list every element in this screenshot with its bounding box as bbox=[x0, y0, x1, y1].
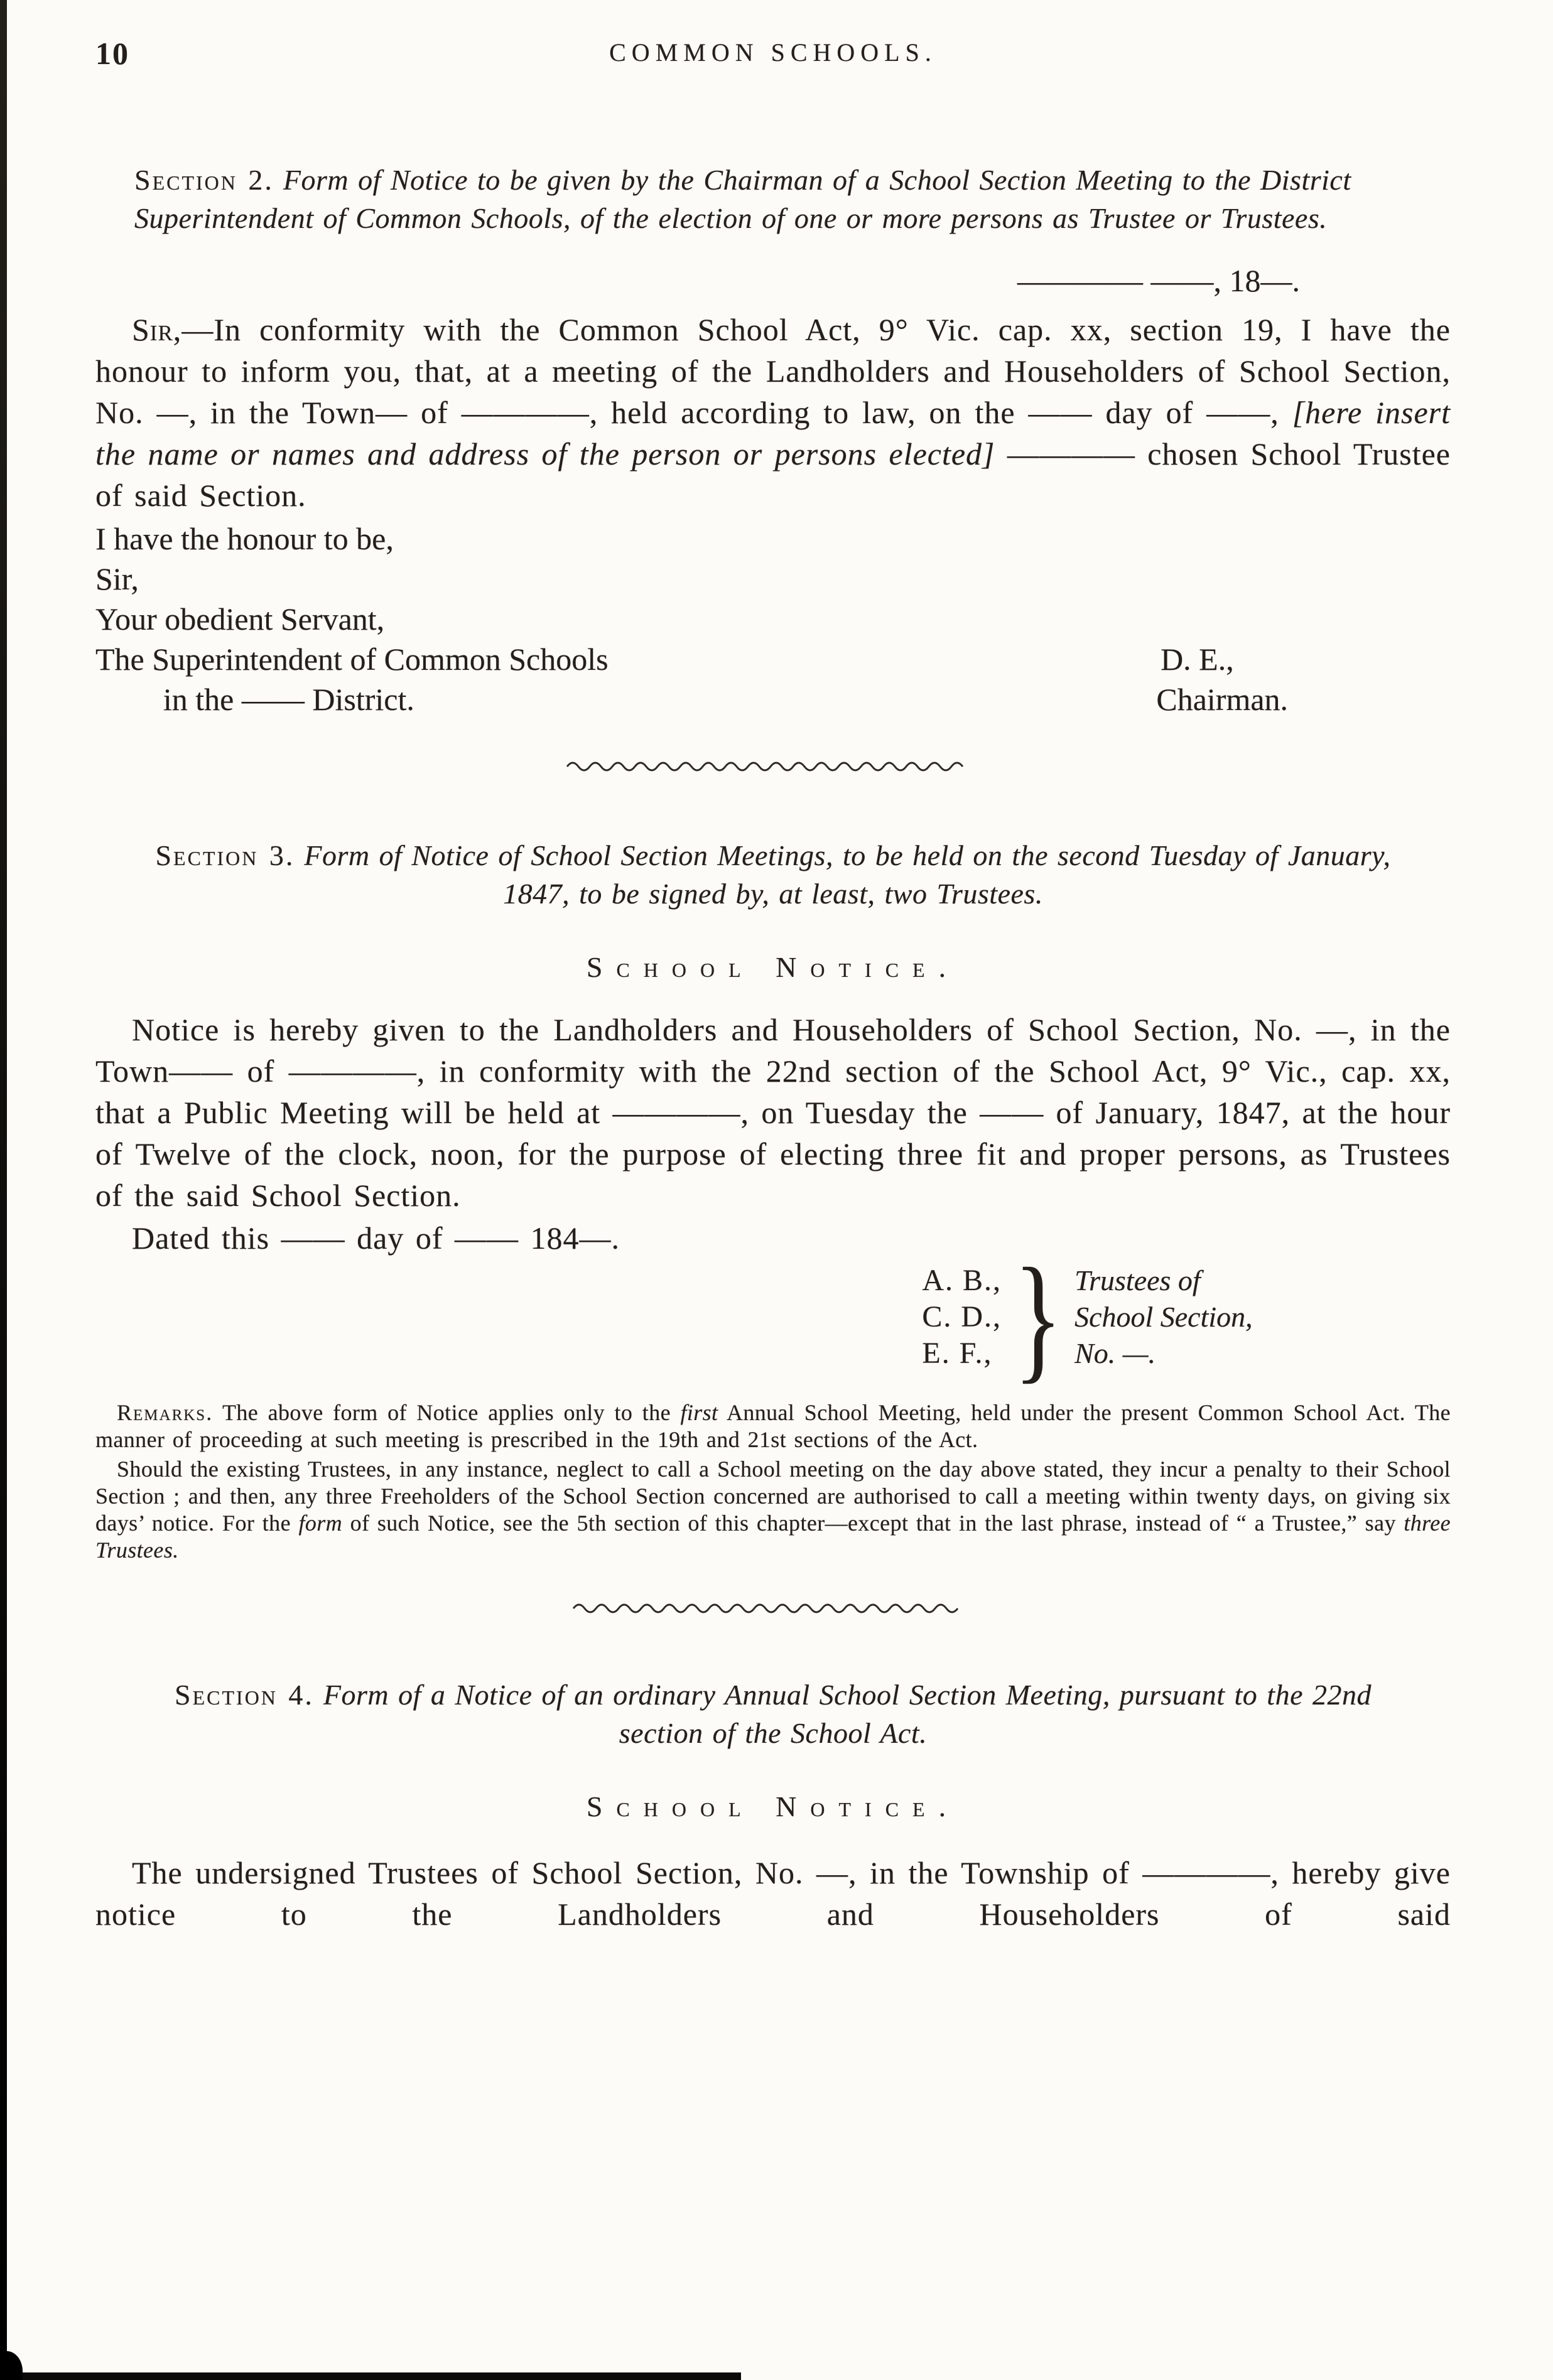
letter-salutation: Sir, bbox=[132, 312, 182, 347]
brace-glyph: } bbox=[1014, 1239, 1063, 1396]
signature-roles bbox=[1074, 1263, 1253, 1372]
addressee-line-1: The Superintendent of Common Schools bbox=[95, 642, 609, 677]
section2-heading bbox=[95, 161, 1451, 237]
section3-heading-text: Form of Notice of School Section Meetings, to be held on the second Tuesday of January, 1847, to be signed by, at least, two Trustees. bbox=[304, 839, 1391, 910]
section3-heading bbox=[95, 836, 1451, 913]
section3-body-paragraph: Notice is hereby given to the Landholders and Householders of School Section, No. —, in the Town—— of ————, in conformity with the 22nd section of the School Act, 9° Vic., cap. xx, that a Public Meeting will be held at ————, on Tuesday the —— of January, 1847, at the hour of Twelve of the clock, noon, for the purpose of electing three fit and proper persons, as Trustees of the said School Section. bbox=[95, 1012, 1451, 1213]
signature-title: Chairman. bbox=[1156, 682, 1289, 717]
scan-corner-blob bbox=[0, 2351, 23, 2380]
remarks-text-2b: of such Notice, see the 5th section of this chapter—except that in the last phrase, instead of “ a Trustee,” say bbox=[342, 1510, 1404, 1536]
page-number: 10 bbox=[95, 36, 129, 71]
signature-role-1: Trustees of bbox=[1074, 1264, 1201, 1296]
school-notice-title-1: School Notice. bbox=[586, 951, 960, 983]
section4-heading-text: Form of a Notice of an ordinary Annual School Section Meeting, pursuant to the 22nd section of the School Act. bbox=[323, 1679, 1372, 1749]
page-content bbox=[95, 35, 1451, 1935]
section3-label: Section 3. bbox=[155, 839, 295, 871]
scan-edge-left bbox=[0, 0, 7, 2380]
remarks-text-1a: The above form of Notice applies only to the bbox=[213, 1400, 681, 1425]
signature-names bbox=[922, 1263, 1002, 1372]
letter-body-text-2: ———— chosen School Trustee of said Section. bbox=[95, 436, 1451, 513]
signature-role-3: No. —. bbox=[1074, 1337, 1156, 1369]
remarks-italic-three-trustees: three Trustees. bbox=[95, 1510, 1451, 1563]
closing-line-3: Your obedient Servant, bbox=[95, 601, 385, 637]
section2-label: Section 2. bbox=[134, 164, 274, 196]
remarks-paragraph-2 bbox=[95, 1456, 1451, 1564]
remarks-italic-first: first bbox=[680, 1400, 718, 1425]
section4-heading bbox=[95, 1676, 1451, 1752]
signature-name-2: C. D., bbox=[922, 1300, 1002, 1333]
signature-name-3: E. F., bbox=[922, 1337, 993, 1370]
wavy-divider bbox=[566, 757, 980, 773]
remarks-italic-form: form bbox=[298, 1510, 343, 1536]
letter-dateline: ———— ——, 18—. bbox=[1017, 263, 1300, 298]
remarks-text-2a: Should the existing Trustees, in any instance, neglect to call a School meeting on the day above stated, they incur a penalty to their School Section ; and then, any three Freeholders of the School Section concerned are authorised to call a meeting within twenty days, on giving six days’ notice. For the bbox=[95, 1457, 1451, 1536]
scan-edge-bottom bbox=[0, 2372, 741, 2380]
section2-heading-text: Form of Notice to be given by the Chairman of a School Section Meeting to the District Superintendent of Common Schools, of the election of one or more persons as Trustee or Trustees. bbox=[134, 164, 1351, 234]
signature-initials: D. E., bbox=[1161, 642, 1234, 677]
letter-closing bbox=[95, 519, 1451, 719]
letter-body-text-1: —In conformity with the Common School Act, 9° Vic. cap. xx, section 19, I have the honour to inform you, that, at a meeting of the Landholders and Householders of School Section, No. —, in the Town— of ————, held according to law, on the —— day of ——, bbox=[95, 312, 1451, 430]
addressee-line-2: in the —— District. bbox=[163, 682, 414, 717]
dated-line: Dated this —— day of —— 184—. bbox=[132, 1220, 620, 1256]
signature-name-1: A. B., bbox=[922, 1264, 1002, 1297]
letter-body-paragraph bbox=[95, 309, 1451, 516]
section4-label: Section 4. bbox=[175, 1679, 314, 1711]
signature-block bbox=[922, 1239, 1451, 1396]
page-header bbox=[95, 35, 1451, 74]
closing-row-2 bbox=[95, 679, 1451, 719]
running-title: COMMON SCHOOLS. bbox=[609, 38, 937, 67]
closing-line-2: Sir, bbox=[95, 561, 139, 596]
section4-body-paragraph: The undersigned Trustees of School Section, No. —, in the Township of ————, hereby give notice to the Landholders and Householders of said bbox=[95, 1855, 1451, 1932]
letter-inline-instruction: [here insert the name or names and address of the person or persons elected] bbox=[95, 395, 1451, 471]
remarks-text-1b: Annual School Meeting, held under the present Common School Act. The manner of proceeding at such meeting is prescribed in the 19th and 21st sections of the Act. bbox=[95, 1400, 1451, 1452]
remarks-paragraph-1 bbox=[95, 1399, 1451, 1453]
wavy-divider-2 bbox=[572, 1599, 974, 1615]
remarks-label: Remarks. bbox=[117, 1400, 214, 1425]
signature-role-2: School Section, bbox=[1074, 1301, 1253, 1333]
closing-line-1: I have the honour to be, bbox=[95, 521, 394, 556]
school-notice-title-2: School Notice. bbox=[586, 1790, 960, 1823]
closing-row-1 bbox=[95, 639, 1451, 679]
